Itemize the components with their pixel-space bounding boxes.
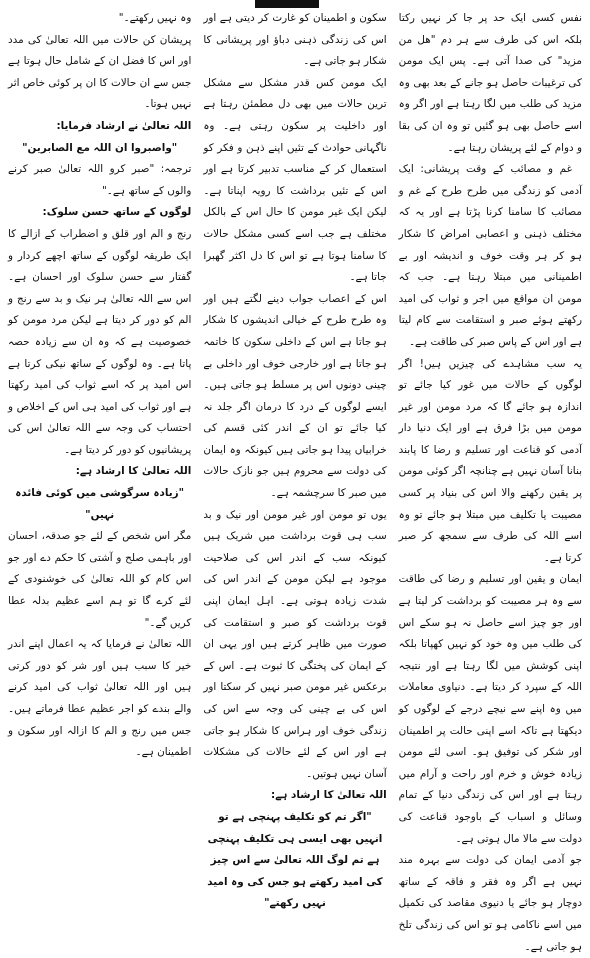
paragraph: یوں تو مومن اور غیر مومن اور نیک و بد سب ہی قوت برداشت میں شریک ہیں کیونکہ سب کے اندر اس کی صلاحیت موجود ہے لیکن مومن کے اندر اس کی شدت زیادہ ہوتی ہے۔ اہل ایمان اپنی قوت برداشت کو صبر و استقامت کی صورت میں ظاہر کرتے ہیں اور یہی ان کے ایمان کی پختگی کا ثبوت ہے۔ اس کے برعکس غیر مومن صبر نہیں کر سکتا اور اس کی بے چینی کی وجہ سے اس کی زندگی خوف اور ہراس کا شکار ہو جاتی ہے اور اس کے لئے حالات کی مشکلات آسان نہیں ہوتیں۔: [203, 508, 387, 780]
paragraph: نفس کسی ایک حد پر جا کر نہیں رکتا بلکہ اس کی طرف سے ہر دم "ھل من مزید" کی صدا آتی ہے۔ پس ایک مومن کی ترغیبات حاصل ہو جانے کے بعد بھی وہ مزید کی طلب میں لگا رہتا ہے اور اگر وہ اسے حاصل بھی ہو گئیں تو وہ ان کی بقا و دوام کے لئے پریشان رہتا ہے۔: [398, 12, 582, 154]
paragraph: وہ نہیں رکھتے۔": [118, 12, 192, 24]
paragraph: ایک مومن کس قدر مشکل سے مشکل ترین حالات میں بھی دل مطمئن رہتا ہے اور داخلیت پر سکون رہتی ہے۔ وہ ناگہانی حوادث کے تئیں اپنے ذہن و فکر کو استعمال کر کے مناسب تدبیر کرتا ہے اور اس کے تئیں برداشت کا رویہ اپناتا ہے۔ لیکن ایک غیر مومن کا حال اس کے بالکل مختلف ہے جب اسے کسی مشکل حالات کا سامنا ہوتا ہے تو اس کا دل اکثر گھبرا جاتا ہے۔: [203, 76, 387, 284]
paragraph: اس کے اعصاب جواب دینے لگتے ہیں اور وہ طرح طرح کے خیالی اندیشوں کا شکار ہو جاتا ہے اس کے داخلی سکون کا خاتمہ ہو جاتا ہے اور خارجی خوف اور داخلی بے چینی دونوں اس پر مسلط ہو جاتی ہیں۔ ایسے لوگوں کے درد کا درمان اگر جلد نہ کیا جائے تو ان کے اندر کئی قسم کی خرابیاں پیدا ہو جاتی ہیں کیونکہ وہ ایمان کی دولت سے محروم ہیں جو نازک حالات میں صبر کا سرچشمہ ہے۔: [203, 292, 387, 500]
quote-text: "اگر تم کو تکلیف پہنچی ہے تو انہیں بھی ایسی ہی تکلیف پہنچی ہے تم لوگ اللہ تعالیٰ سے اس چیز کی امید رکھتے ہو جس کی وہ امید نہیں رکھتے": [207, 810, 383, 910]
quote-text: "واصبروا ان اللہ مع الصابرین": [22, 141, 178, 154]
page-tab-marker: [255, 0, 319, 8]
paragraph: رنج و الم اور قلق و اضطراب کے ازالے کا ایک طریقہ لوگوں کے ساتھ اچھے کردار و گفتار سے حسن سلوک اور احسان ہے۔ اس سے اللہ تعالیٰ ہر نیک و بد سے رنج و الم کو دور کر دیتا ہے لیکن مرد مومن کو خصوصیت ہے کہ وہ ان سے زیادہ حصہ پاتا ہے۔ وہ لوگوں کے ساتھ نیکی کرتا ہے اس امید پر کہ اسے ثواب کی امید رکھتا ہے اور ثواب کی امید ہی اس کے اخلاص و احتساب کی وجہ سے اللہ تعالیٰ اس کی پریشانیوں کو دور کر دیتا ہے۔: [8, 227, 192, 456]
paragraph: غم و مصائب کے وقت پریشانی: ایک آدمی کو زندگی میں طرح طرح کے غم و مصائب کا سامنا کرنا پڑتا ہے اور یہ کہ مختلف ذہنی و اعصابی امراض کا شکار ہو کر ہر وقت خوف و اندیشہ اور بے اطمینانی میں مبتلا رہتا ہے۔ جب کہ مومن ان مواقع میں اجر و ثواب کی امید رکھتے ہوئے صبر و استقامت سے کام لیتا ہے اور اس کے پاس صبر کی طاقت ہے۔: [398, 163, 582, 348]
column-right: [397, 8, 584, 953]
section-heading: اللہ تعالیٰ کا ارشاد ہے:: [271, 789, 387, 802]
section-heading: اللہ تعالیٰ کا ارشاد ہے:: [75, 465, 192, 478]
text-columns: [6, 8, 584, 953]
paragraph: جو آدمی ایمان کی دولت سے بہرہ مند نہیں ہے اگر وہ فقر و فاقہ کے ساتھ دوچار ہو جائے یا دنیوی مقاصد کی تکمیل میں اسے ناکامی ہو تو اس کی زندگی تلخ ہو جاتی ہے۔: [398, 854, 582, 953]
column-middle: [201, 8, 388, 910]
paragraph: یہ سب مشاہدے کی چیزیں ہیں! اگر لوگوں کے حالات میں غور کیا جائے تو اندازہ ہو جائے گا کہ مرد مومن اور غیر مومن میں بڑا فرق ہے اور ایک دنیا دار آدمی کو قناعت اور تسلیم و رضا کا پابند بنانا آسان نہیں ہے چنانچہ اگر کوئی مومن پر یقین رکھنے والا اس کی بنیاد پر کسی مصیبت یا تکلیف میں مبتلا ہو جائے تو وہ اسے اللہ کی طرف سے سمجھ کر صبر کرتا ہے۔: [398, 357, 582, 564]
section-heading: لوگوں کے ساتھ حسن سلوک:: [42, 206, 192, 219]
column-left: [6, 8, 193, 759]
paragraph: پریشان کن حالات میں اللہ تعالیٰ کی مدد اور اس کا فضل ان کے شامل حال ہوتا ہے جس سے ان حالات کا ان پر کوئی خاص اثر نہیں ہوتا۔: [8, 33, 192, 111]
paragraph: مگر اس شخص کے لئے جو صدقہ، احسان اور باہمی صلح و آشتی کا حکم دے اور جو اس کام کو اللہ تعالیٰ کی خوشنودی کے لئے کرے گا تو ہم اسے عظیم بدلہ عطا کریں گے۔": [8, 530, 192, 629]
paragraph: اللہ تعالیٰ نے فرمایا کہ یہ اعمال اپنے اندر خیر کا سبب ہیں اور شر کو دور کرتی ہیں اور اللہ تعالیٰ ثواب کی امید کرنے والے بندے کو اجر عظیم عطا فرماتے ہیں۔ جس میں رنج و الم کا ازالہ اور سکون و اطمینان ہے۔: [8, 638, 192, 759]
paragraph: ترجمہ: "صبر کرو اللہ تعالیٰ صبر کرنے والوں کے ساتھ ہے۔": [8, 163, 192, 197]
paragraph: سکون و اطمینان کو غارت کر دیتی ہے اور اس کی زندگی ذہنی دباؤ اور پریشانی کا شکار ہو جاتی ہے۔: [203, 12, 387, 68]
quote-text: "زیادہ سرگوشی میں کوئی فائدہ نہیں": [15, 487, 185, 521]
paragraph: ایمان و یقین اور تسلیم و رضا کی طاقت سے وہ ہر مصیبت کو برداشت کر لیتا ہے اور جو چیز اسے حاصل نہ ہو سکے اس کی طلب میں وہ خود کو نہیں کھپاتا بلکہ اپنی کوشش میں لگا رہتا ہے اور نتیجہ اللہ کے سپرد کر دیتا ہے۔ دنیاوی معاملات میں وہ اپنے سے نیچے درجے کے لوگوں کو دیکھتا ہے تاکہ اسے اپنی حالت پر اطمینان اور شکر کی توفیق ہو۔ اسی لئے مومن زیادہ خوش و خرم اور راحت و آرام میں رہتا ہے اور اس کی زندگی دنیا کے تمام وسائل و اسباب کے باوجود قناعت کی دولت سے مالا مال ہوتی ہے۔: [398, 573, 582, 845]
section-heading: اللہ تعالیٰ نے ارشاد فرمایا:: [56, 119, 192, 132]
